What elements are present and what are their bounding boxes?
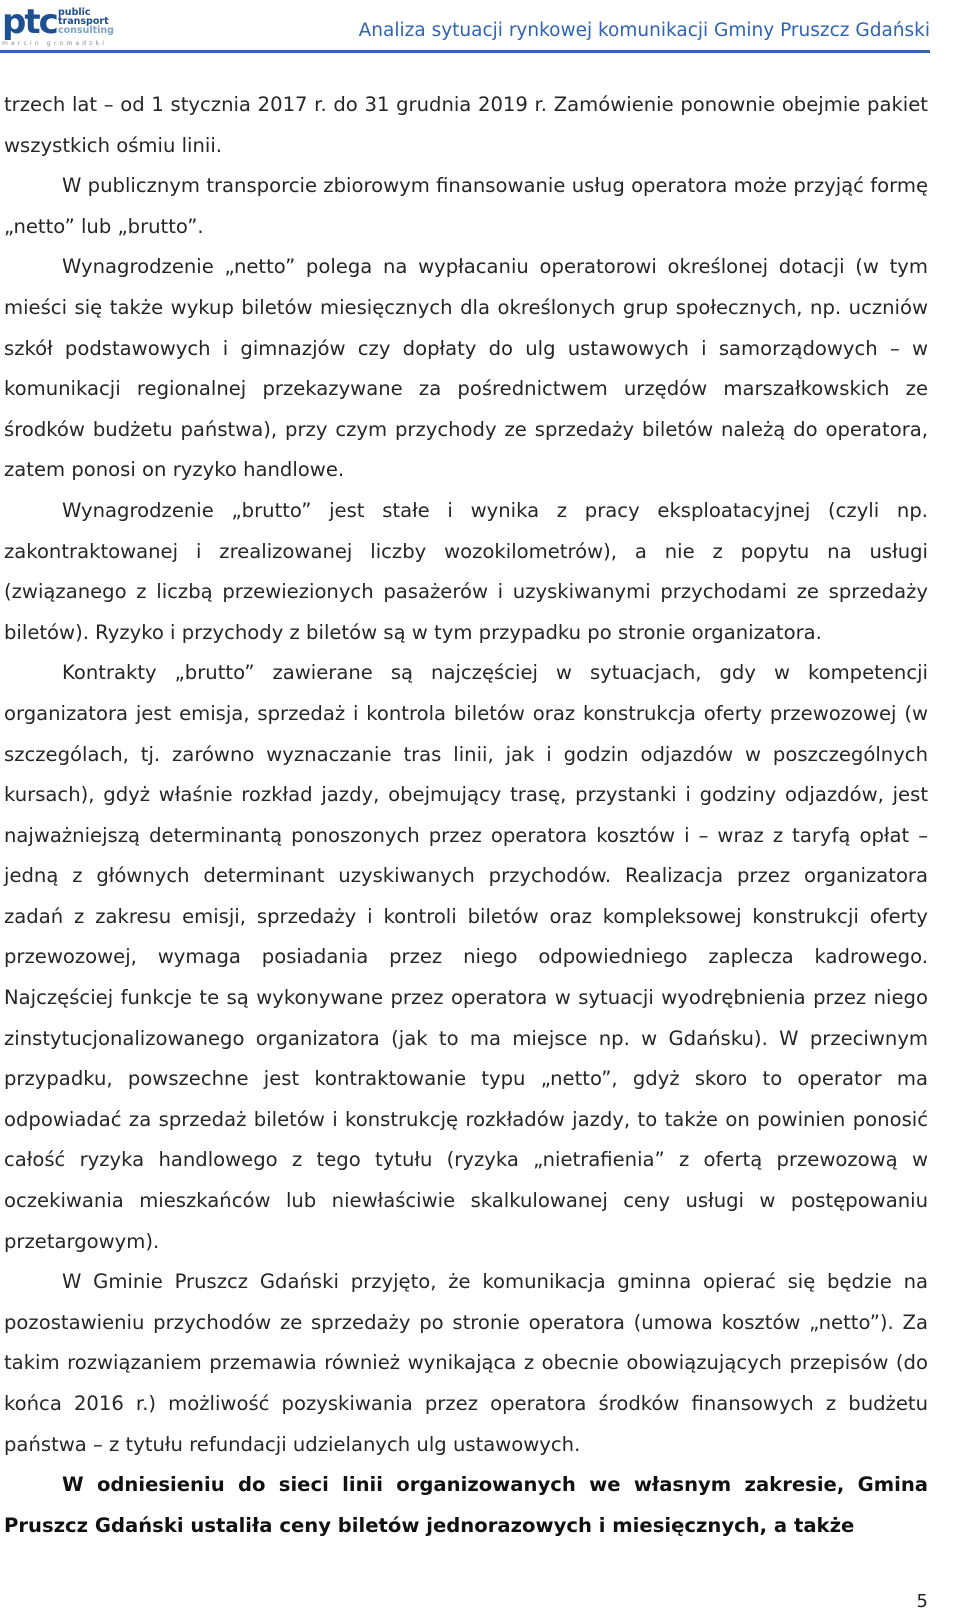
paragraph: W Gminie Pruszcz Gdański przyjęto, że komunikacja gminna opierać się będzie na pozostawieniu przychodów ze sprzedaży po stronie operatora (umowa kosztów „netto”). Za takim rozwiązaniem przemawia również wynikająca z obecnie obowiązujących przepisów (do końca 2016 r.) możliwość pozyskiwania przez operatora środków finansowych z budżetu państwa – z tytułu refundacji udzielanych ulg ustawowych. (4, 1270, 928, 1456)
page-header (0, 0, 960, 62)
ptc-logo (2, 2, 112, 48)
page-number: 5 (916, 1591, 928, 1612)
document-body (4, 85, 928, 1546)
paragraph: trzech lat – od 1 stycznia 2017 r. do 31 grudnia 2019 r. Zamówienie ponownie obejmie pakiet wszystkich ośmiu linii. (4, 93, 928, 157)
logo-word: transport (58, 16, 109, 27)
logo-words (58, 8, 114, 35)
logo-subtitle: marcin gromadzki (2, 40, 108, 47)
logo-mark: ptc (2, 2, 57, 42)
paragraph: Wynagrodzenie „netto” polega na wypłacaniu operatorowi określonej dotacji (w tym mieści się także wykup biletów miesięcznych dla określonych grup społecznych, np. uczniów szkół podstawowych i gimnazjów czy dopłaty do ulg ustawowych i samorządowych – w komunikacji regionalnej przekazywane za pośrednictwem urzędów marszałkowskich ze środków budżetu państwa), przy czym przychody ze sprzedaży biletów należą do operatora, zatem ponosi on ryzyko handlowe. (4, 255, 928, 482)
logo-word: public (58, 7, 91, 18)
paragraph: W publicznym transporcie zbiorowym finansowanie usług operatora może przyjąć formę „netto” lub „brutto”. (4, 174, 928, 238)
header-divider (0, 50, 930, 53)
document-title: Analiza sytuacji rynkowej komunikacji Gminy Pruszcz Gdański (358, 20, 930, 41)
logo-word: consulting (58, 25, 114, 36)
bold-paragraph: W odniesieniu do sieci linii organizowanych we własnym zakresie, Gmina Pruszcz Gdański ustaliła ceny biletów jednorazowych i miesięcznych, a także (4, 1473, 928, 1537)
paragraph: Kontrakty „brutto” zawierane są najczęściej w sytuacjach, gdy w kompetencji organizatora jest emisja, sprzedaż i kontrola biletów oraz konstrukcja oferty przewozowej (w szczególach, tj. zarówno wyznaczanie tras linii, jak i godzin odjazdów w poszczególnych kursach), gdyż właśnie rozkład jazdy, obejmujący trasę, przystanki i godziny odjazdów, jest najważniejszą determinantą ponoszonych przez operatora kosztów i – wraz z taryfą opłat – jedną z głównych determinant uzyskiwanych przychodów. Realizacja przez organizatora zadań z zakresu emisji, sprzedaży i kontroli biletów oraz kompleksowej konstrukcji oferty przewozowej, wymaga posiadania przez niego odpowiedniego zaplecza kadrowego. Najczęściej funkcje te są wykonywane przez operatora w sytuacji wyodrębnienia przez niego zinstytucjonalizowanego organizatora (jak to ma miejsce np. w Gdańsku). W przeciwnym przypadku, powszechne jest kontraktowanie typu „netto”, gdyż skoro to operator ma odpowiadać za sprzedaż biletów i konstrukcję rozkładów jazdy, to także on powinien ponosić całość ryzyka handlowego z tego tytułu (ryzyka „nietrafienia” z ofertą przewozową w oczekiwania mieszkańców lub niewłaściwie skalkulowanej ceny usługi w postępowaniu przetargowym). (4, 661, 928, 1253)
paragraph: Wynagrodzenie „brutto” jest stałe i wynika z pracy eksploatacyjnej (czyli np. zakontraktowanej i zrealizowanej liczby wozokilometrów), a nie z popytu na usługi (związanego z liczbą przewiezionych pasażerów i uzyskiwanymi przychodami ze sprzedaży biletów). Ryzyko i przychody z biletów są w tym przypadku po stronie organizatora. (4, 498, 928, 644)
